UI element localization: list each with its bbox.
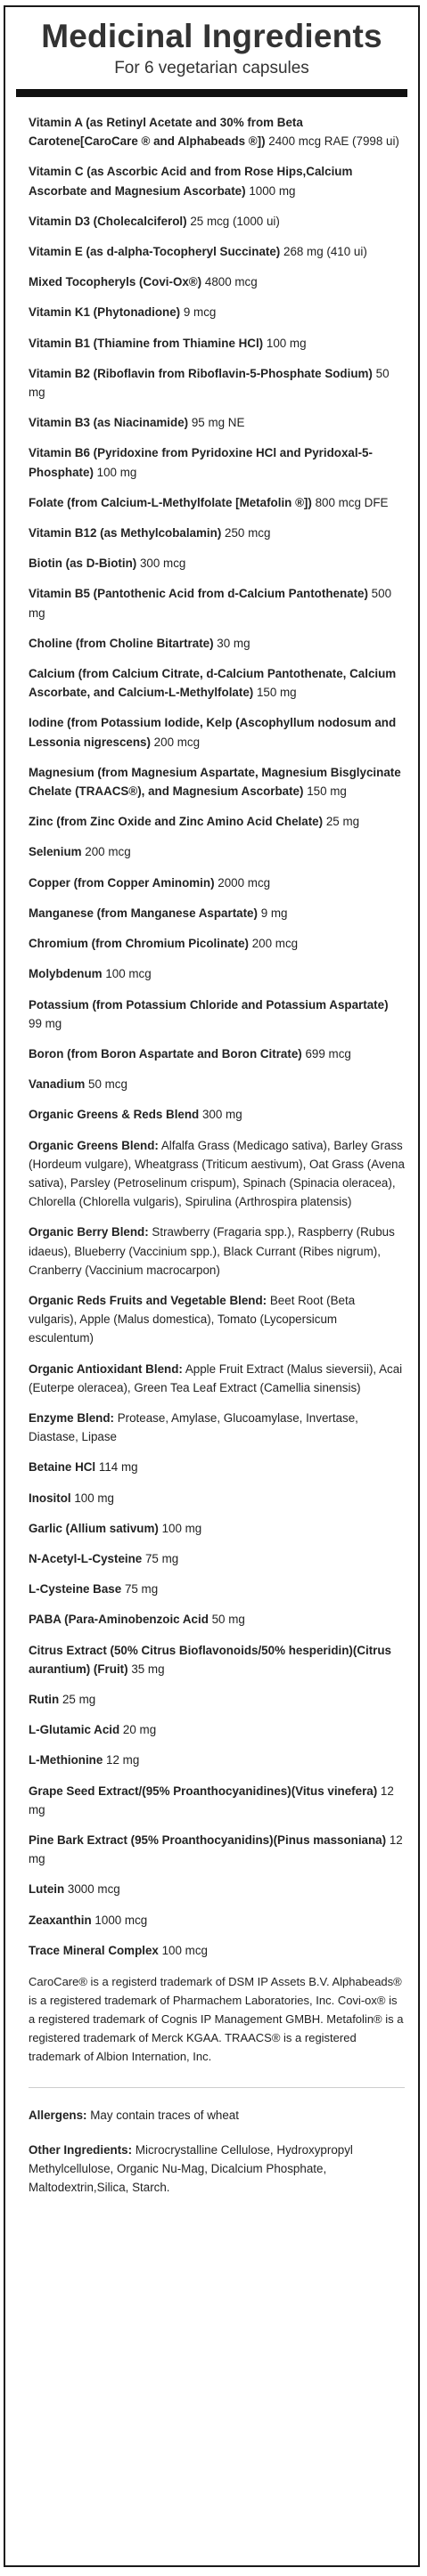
ingredient-row [29, 584, 405, 622]
trademark-note: CaroCare® is a registerd trademark of DSM IP Assets B.V. Alphabeads® is a registered trademark of Pharmachem Laboratories, Inc. Covi-ox® is a registered trademark of Cognis IP Management GMBH. Metafolin® is a registered trademark of Merck KGAA. TRAACS® is a registered trademark of Albion Internation, Inc. [29, 1975, 404, 2064]
ingredient-amount: 12 mg [106, 1753, 140, 1767]
ingredient-row [29, 1720, 405, 1739]
page-title: Medicinal Ingredients [41, 18, 382, 54]
ingredient-row [29, 1075, 405, 1093]
row-gap [29, 953, 405, 964]
row-gap [29, 1899, 405, 1911]
row-gap [29, 1397, 405, 1409]
ingredient-row [29, 842, 405, 861]
ingredient-row [29, 1549, 405, 1568]
ingredient-name: N-Acetyl-L-Cysteine [29, 1551, 143, 1565]
other-ingredients-text: Microcrystalline Cellulose, Hydroxypropyl Methylcellulose, Organic Nu-Mag, Dicalcium Phosphate, Maltodextrin,Silica, Starch. [29, 2143, 353, 2195]
row-gap [29, 542, 405, 554]
ingredient-row [29, 524, 405, 542]
row-gap [29, 150, 405, 162]
ingredient-row [29, 1641, 405, 1678]
ingredient-name: Organic Greens Blend: [29, 1138, 159, 1152]
ingredient-row [29, 1782, 405, 1819]
ingredient-amount: 1000 mcg [94, 1913, 148, 1927]
ingredient-name: Magnesium (from Magnesium Aspartate, Magnesium Bisglycinate Chelate (TRAACS®), and Magnesium Ascorbate) [29, 765, 401, 799]
ingredient-amount: 699 mcg [305, 1046, 351, 1060]
ingredient-row [29, 242, 405, 261]
ingredient-row [29, 1291, 405, 1348]
ingredient-name: Vitamin B5 (Pantothenic Acid from d-Calcium Pantothenate) [29, 587, 368, 601]
ingredient-amount: 100 mg [266, 336, 307, 350]
ingredient-row [29, 1880, 405, 1898]
ingredient-amount: 4800 mcg [204, 275, 258, 289]
ingredient-name: Manganese (from Manganese Aspartate) [29, 906, 258, 920]
ingredient-row [29, 162, 405, 199]
ingredients-panel [4, 5, 420, 2567]
ingredient-name: Trace Mineral Complex [29, 1943, 159, 1957]
ingredient-amount: 268 mg (410 ui) [283, 245, 367, 259]
ingredient-row [29, 1580, 405, 1598]
ingredient-name: Vitamin K1 (Phytonadione) [29, 305, 181, 320]
ingredient-row [29, 1136, 405, 1212]
ingredient-amount: 3000 mcg [67, 1882, 120, 1897]
ingredient-name: Betaine HCl [29, 1460, 96, 1475]
row-gap [29, 1348, 405, 1360]
ingredient-row [29, 113, 405, 150]
ingredient-name: Pine Bark Extract (95% Proanthocyanidins)(Pinus massoniana) [29, 1833, 387, 1847]
ingredient-row [29, 334, 405, 353]
ingredient-amount: 100 mg [74, 1491, 115, 1505]
ingredient-name: L-Methionine [29, 1753, 103, 1767]
ingredient-amount: 300 mg [201, 1108, 242, 1122]
ingredient-row [29, 1458, 405, 1476]
ingredient-amount: 20 mg [122, 1723, 157, 1737]
ingredient-row [29, 1941, 405, 1960]
row-gap [29, 752, 405, 763]
row-gap [29, 1819, 405, 1831]
row-gap [29, 200, 405, 212]
ingredient-amount: 12 mg [29, 1833, 403, 1866]
ingredient-amount: 150 mg [256, 686, 297, 700]
section-divider [29, 2087, 405, 2088]
ingredient-amount: 30 mg [217, 636, 250, 650]
row-gap [29, 1770, 405, 1782]
ingredient-name: Molybdenum [29, 967, 103, 981]
row-gap [29, 1739, 405, 1751]
row-gap [29, 1125, 405, 1136]
row-gap [29, 1629, 405, 1641]
ingredient-amount: 150 mg [307, 784, 347, 799]
row-gap [29, 1868, 405, 1880]
ingredient-name: Lutein [29, 1882, 65, 1897]
ingredient-amount: 50 mg [211, 1613, 245, 1627]
row-gap [29, 1598, 405, 1610]
ingredient-amount: 9 mcg [183, 305, 217, 320]
ingredient-amount: 50 mcg [88, 1077, 127, 1092]
header-divider [16, 89, 407, 97]
ingredient-amount: 100 mg [96, 465, 137, 479]
other-ingredients-label: Other Ingredients: [29, 2143, 133, 2158]
row-gap [29, 984, 405, 995]
ingredient-row [29, 934, 405, 953]
ingredient-row [29, 413, 405, 432]
row-gap [29, 1280, 405, 1291]
row-gap [29, 291, 405, 303]
row-gap [29, 482, 405, 493]
ingredient-name: Mixed Tocopheryls (Covi-Ox®) [29, 275, 202, 289]
ingredient-amount: 75 mg [124, 1582, 159, 1597]
ingredient-name: Organic Reds Fruits and Vegetable Blend: [29, 1293, 267, 1307]
ingredient-amount: 25 mg [325, 815, 360, 829]
allergens-label: Allergens: [29, 2109, 87, 2123]
row-gap [29, 1033, 405, 1044]
ingredient-name: Vitamin B3 (as Niacinamide) [29, 416, 189, 430]
row-gap [29, 1507, 405, 1519]
ingredient-name: Enzyme Blend: [29, 1410, 114, 1425]
ingredient-amount: 800 mcg DFE [315, 495, 389, 509]
ingredient-name: Vitamin B2 (Riboflavin from Riboflavin-5-Phosphate Sodium) [29, 366, 373, 380]
ingredient-row [29, 1044, 405, 1063]
row-gap [29, 1538, 405, 1549]
ingredient-amount: 100 mg [161, 1521, 202, 1535]
row-gap [29, 432, 405, 443]
row-gap [29, 1211, 405, 1223]
ingredient-row [29, 713, 405, 751]
ingredient-row [29, 554, 405, 573]
row-gap [29, 922, 405, 934]
row-gap [29, 862, 405, 874]
ingredient-amount: 99 mg [29, 1016, 62, 1030]
ingredient-name: Vitamin B1 (Thiamine from Thiamine HCl) [29, 336, 264, 350]
ingredient-row [29, 874, 405, 892]
row-gap [29, 1446, 405, 1458]
row-gap [29, 1477, 405, 1489]
ingredient-row [29, 812, 405, 831]
ingredient-amount: Strawberry (Fragaria spp.), Raspberry (Rubus idaeus), Blueberry (Vaccinium spp.), Black Currant (Ribes nigrum), Cranberry (Vaccinium macrocarpon) [29, 1225, 395, 1277]
ingredient-amount: 9 mg [260, 906, 288, 920]
serving-subtitle: For 6 vegetarian capsules [114, 59, 309, 77]
ingredient-name: Choline (from Choline Bitartrate) [29, 636, 214, 650]
ingredient-row [29, 1409, 405, 1446]
ingredient-row [29, 303, 405, 321]
ingredient-name: Vitamin C (as Ascorbic Acid and from Rose Hips,Calcium Ascorbate and Magnesium Ascorbate) [29, 165, 353, 198]
ingredient-amount: 12 mg [29, 1784, 394, 1816]
ingredient-amount: 250 mcg [225, 526, 271, 540]
ingredient-amount: 1000 mg [249, 183, 296, 198]
ingredient-name: Folate (from Calcium-L-Methylfolate [Metafolin ®]) [29, 495, 312, 509]
ingredient-name: Selenium [29, 845, 82, 859]
ingredient-name: Biotin (as D-Biotin) [29, 557, 137, 571]
ingredient-row [29, 1105, 405, 1124]
row-gap [29, 322, 405, 334]
ingredient-amount: Alfalfa Grass (Medicago sativa), Barley Grass (Hordeum vulgare), Wheatgrass (Triticum aestivum), Oat Grass (Avena sativa), Parsley (Petroselinum crispum), Spinach (Spinacia oleracea), Chlorella (Chlorella vulgaris), Spirulina (Arthrospira platensis) [29, 1138, 405, 1209]
ingredient-row [29, 664, 405, 702]
row-gap [29, 1568, 405, 1580]
ingredient-name: PABA (Para-Aminobenzoic Acid [29, 1613, 209, 1627]
ingredient-row [29, 1519, 405, 1538]
ingredient-row [29, 1831, 405, 1868]
ingredient-list [5, 113, 418, 1960]
ingredient-row [29, 1911, 405, 1930]
row-gap [29, 1678, 405, 1690]
row-gap [29, 800, 405, 812]
ingredient-amount: 25 mg [62, 1692, 96, 1706]
row-gap [29, 1709, 405, 1720]
ingredient-row [29, 272, 405, 291]
row-gap [29, 622, 405, 634]
ingredient-name: Iodine (from Potassium Iodide, Kelp (Ascophyllum nodosum and Lessonia nigrescens) [29, 716, 397, 749]
ingredient-name: Vitamin D3 (Cholecalciferol) [29, 214, 187, 228]
ingredient-name: Inositol [29, 1491, 71, 1505]
ingredient-name: Vitamin A (as Retinyl Acetate and 30% from Beta Carotene[CaroCare ® and Alphabeads ®]) [29, 116, 303, 149]
ingredient-name: Grape Seed Extract/(95% Proanthocyanidines)(Vitus vinefera) [29, 1784, 378, 1798]
ingredient-name: Vitamin B12 (as Methylcobalamin) [29, 526, 222, 540]
ingredient-row [29, 212, 405, 231]
ingredient-row [29, 1360, 405, 1397]
ingredient-name: Vitamin E (as d-alpha-Tocopheryl Succinate) [29, 245, 281, 259]
row-gap [29, 892, 405, 904]
allergens-text: May contain traces of wheat [90, 2109, 239, 2123]
ingredient-amount: 500 mg [29, 587, 392, 620]
ingredient-amount: Beet Root (Beta vulgaris), Apple (Malus domestica), Tomato (Lycopersicum esculentum) [29, 1293, 356, 1345]
ingredient-name: L-Cysteine Base [29, 1582, 122, 1597]
ingredient-amount: 100 mcg [161, 1943, 208, 1957]
row-gap [29, 1093, 405, 1105]
ingredient-amount: 200 mcg [85, 845, 131, 859]
ingredient-name: Garlic (Allium sativum) [29, 1521, 159, 1535]
ingredient-name: Organic Berry Blend: [29, 1225, 149, 1239]
row-gap [29, 512, 405, 524]
row-gap [29, 831, 405, 842]
ingredient-amount: 2400 mcg RAE (7998 ui) [268, 134, 399, 149]
ingredient-amount: 300 mcg [139, 557, 186, 571]
ingredient-row [29, 1690, 405, 1709]
ingredient-name: L-Glutamic Acid [29, 1723, 120, 1737]
ingredient-name: Citrus Extract (50% Citrus Bioflavonoids/50% hesperidin)(Citrus aurantium) (Fruit) [29, 1643, 392, 1676]
ingredient-amount: 35 mg [131, 1662, 165, 1676]
row-gap [29, 1063, 405, 1075]
ingredient-row [29, 1489, 405, 1507]
ingredient-amount: 114 mg [98, 1460, 138, 1475]
ingredient-row [29, 364, 405, 402]
ingredient-row [29, 1610, 405, 1629]
ingredient-name: Copper (from Copper Aminomin) [29, 875, 215, 890]
row-gap [29, 1930, 405, 1941]
ingredient-name: Organic Greens & Reds Blend [29, 1108, 200, 1122]
ingredient-amount: Protease, Amylase, Glucoamylase, Invertase, Diastase, Lipase [29, 1410, 358, 1444]
ingredient-name: Chromium (from Chromium Picolinate) [29, 937, 249, 951]
ingredient-amount: 2000 mcg [218, 875, 271, 890]
ingredient-row [29, 634, 405, 653]
ingredient-row [29, 1223, 405, 1280]
other-ingredients-line [5, 2141, 418, 2197]
row-gap [29, 353, 405, 364]
ingredient-row [29, 493, 405, 512]
ingredient-amount: 100 mcg [105, 967, 152, 981]
ingredient-amount: 95 mg NE [191, 416, 245, 430]
ingredient-amount: 75 mg [144, 1551, 179, 1565]
row-gap [29, 653, 405, 664]
ingredient-name: Rutin [29, 1692, 60, 1706]
ingredient-name: Vanadium [29, 1077, 86, 1092]
ingredient-amount: 50 mg [29, 366, 390, 400]
ingredient-name: Organic Antioxidant Blend: [29, 1361, 183, 1376]
ingredient-name: Zeaxanthin [29, 1913, 92, 1927]
ingredient-amount: Apple Fruit Extract (Malus sieversii), Acai (Euterpe oleracea), Green Tea Leaf Extract (Camellia sinensis) [29, 1361, 403, 1394]
ingredient-name: Zinc (from Zinc Oxide and Zinc Amino Acid Chelate) [29, 815, 324, 829]
ingredient-row [29, 763, 405, 800]
ingredient-row [29, 443, 405, 481]
row-gap [29, 573, 405, 584]
row-gap [29, 402, 405, 413]
ingredient-amount: 200 mcg [251, 937, 299, 951]
ingredient-row [29, 995, 405, 1033]
ingredient-name: Vitamin B6 (Pyridoxine from Pyridoxine HCl and Pyridoxal-5-Phosphate) [29, 446, 373, 479]
ingredient-name: Calcium (from Calcium Citrate, d-Calcium Pantothenate, Calcium Ascorbate, and Calcium-L-Methylfolate) [29, 667, 397, 700]
row-gap [29, 231, 405, 242]
ingredient-amount: 200 mcg [153, 735, 201, 749]
row-gap [29, 702, 405, 713]
row-gap [29, 261, 405, 272]
ingredient-amount: 25 mcg (1000 ui) [190, 214, 280, 228]
ingredient-row [29, 904, 405, 922]
ingredient-name: Potassium (from Potassium Chloride and Potassium Aspartate) [29, 997, 389, 1012]
allergens-line [5, 2106, 418, 2125]
ingredient-name: Boron (from Boron Aspartate and Boron Citrate) [29, 1046, 302, 1060]
ingredient-row [29, 964, 405, 983]
ingredient-row [29, 1751, 405, 1769]
